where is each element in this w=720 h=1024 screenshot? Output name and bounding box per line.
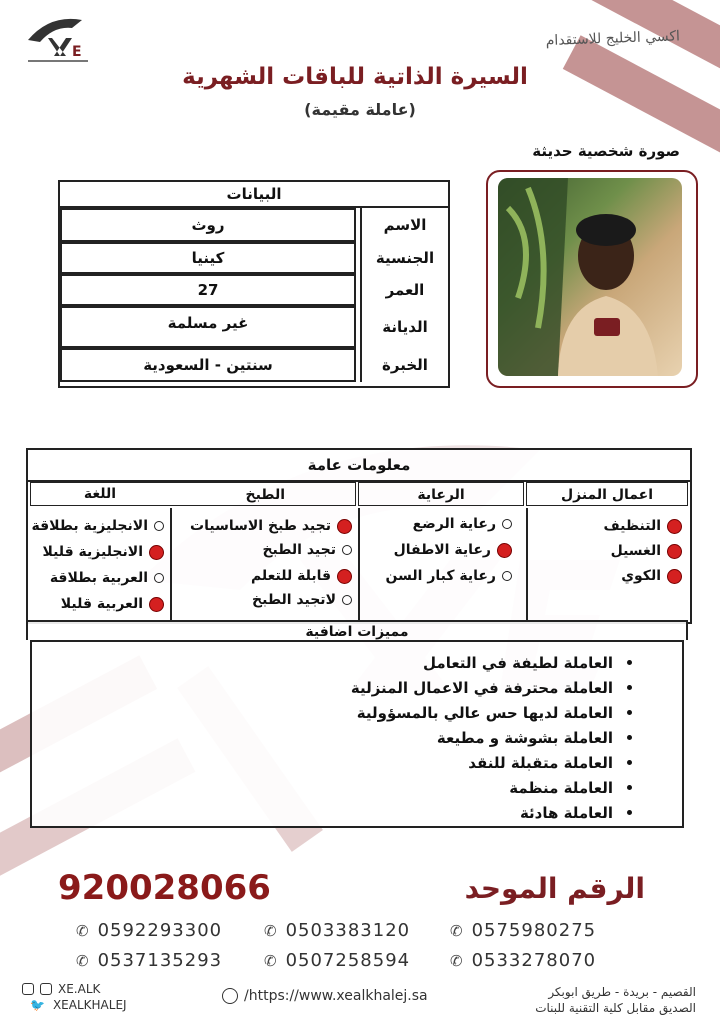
phone-icon: ✆: [76, 951, 90, 970]
check-empty-icon: [154, 521, 164, 531]
phone-number[interactable]: ✆ 0575980275: [450, 920, 597, 941]
item-english-little: الانجليزية قليلا: [42, 544, 164, 560]
features-heading: مميزات اضافية: [26, 620, 688, 640]
address-line-2: الصديق مقابل كلية التقنية للبنات: [535, 1001, 696, 1015]
col-head-care: الرعاية: [358, 482, 524, 506]
check-filled-icon: [337, 519, 352, 534]
list-item: العاملة بشوشة و مطيعة: [351, 725, 632, 750]
globe-icon: [222, 988, 238, 1004]
snapchat-icon: [40, 983, 52, 995]
item-infant-care: رعاية الرضع: [413, 516, 512, 532]
col-head-cooking: الطبخ: [30, 482, 356, 506]
bio-value-nationality: كينيا: [60, 242, 356, 274]
list-item: العاملة محترفة في الاعمال المنزلية: [351, 675, 632, 700]
svg-text:E: E: [72, 44, 82, 60]
item-cook-good: تجيد الطبخ: [262, 542, 352, 558]
item-ironing: الكوي: [621, 568, 682, 584]
col-housework: [526, 508, 688, 620]
features-list: [351, 650, 632, 825]
unified-number-label: الرقم الموحد: [464, 872, 645, 905]
bio-label-religion: الديانة: [360, 306, 448, 348]
check-filled-icon: [667, 519, 682, 534]
col-care: [358, 508, 526, 620]
item-arabic-fluent: العربية بطلاقة: [50, 570, 164, 586]
person-illustration: [498, 178, 682, 376]
check-empty-icon: [502, 571, 512, 581]
list-item: العاملة منظمة: [351, 775, 632, 800]
features-box: [30, 640, 684, 828]
bio-value-religion: غير مسلمة: [60, 306, 356, 348]
page-title: السيرة الذاتية للباقات الشهرية: [182, 64, 528, 90]
social-handle-twitter[interactable]: 🐦 XEALKHALEJ: [30, 998, 127, 1012]
check-filled-icon: [149, 597, 164, 612]
item-cook-basics: تجيد طبخ الاساسيات: [190, 518, 352, 534]
phone-number[interactable]: ✆ 0592293300: [76, 920, 223, 941]
col-head-housework: اعمال المنزل: [526, 482, 688, 506]
item-cook-none: لاتجيد الطبخ: [252, 592, 352, 608]
phone-number[interactable]: ✆ 0507258594: [264, 950, 411, 971]
address: [470, 984, 696, 1016]
twitter-icon: 🐦: [30, 998, 45, 1012]
bio-heading: البيانات: [60, 182, 448, 208]
bio-table: [58, 180, 450, 388]
instagram-icon: [22, 983, 34, 995]
item-english-fluent: الانجليزية بطلاقة: [31, 518, 164, 534]
check-filled-icon: [497, 543, 512, 558]
company-name: اكسي الخليج للاستقدام: [545, 28, 681, 50]
bio-label-name: الاسم: [360, 208, 448, 242]
item-cook-learn: قابلة للتعلم: [251, 568, 352, 584]
bio-value-name: روث: [60, 208, 356, 242]
check-filled-icon: [337, 569, 352, 584]
phone-number[interactable]: ✆ 0533278070: [450, 950, 597, 971]
website-link[interactable]: /https://www.xealkhalej.sa: [222, 988, 428, 1004]
list-item: العاملة هادئة: [351, 800, 632, 825]
bio-label-age: العمر: [360, 274, 448, 306]
item-elderly-care: رعاية كبار السن: [386, 568, 512, 584]
list-item: العاملة متقبلة للنقد: [351, 750, 632, 775]
bio-value-experience: سنتين - السعودية: [60, 348, 356, 382]
check-empty-icon: [154, 573, 164, 583]
phone-icon: ✆: [450, 921, 464, 940]
social-handle-instagram[interactable]: XE.ALK: [22, 982, 100, 996]
list-item: العاملة لديها حس عالي بالمسؤولية: [351, 700, 632, 725]
bio-label-experience: الخبرة: [360, 348, 448, 382]
phone-number[interactable]: ✆ 0537135293: [76, 950, 223, 971]
bio-label-nationality: الجنسية: [360, 242, 448, 274]
unified-number[interactable]: 920028066: [58, 868, 271, 908]
item-child-care: رعاية الاطفال: [394, 542, 512, 558]
bio-value-age: 27: [60, 274, 356, 306]
item-washing: الغسيل: [611, 543, 682, 559]
general-heading: معلومات عامة: [28, 450, 690, 482]
profile-photo: [498, 178, 682, 376]
general-info-box: [26, 448, 692, 624]
address-line-1: القصيم - بريدة - طريق ابوبكر: [548, 985, 696, 999]
photo-label: صورة شخصية حديثة: [532, 142, 680, 160]
item-cleaning: التنظيف: [603, 518, 682, 534]
company-logo: [22, 10, 102, 65]
col-language: [28, 508, 170, 620]
check-filled-icon: [667, 544, 682, 559]
phone-icon: ✆: [264, 951, 278, 970]
phone-icon: ✆: [450, 951, 464, 970]
phone-number[interactable]: ✆ 0503383120: [264, 920, 411, 941]
list-item: العاملة لطيفة في التعامل: [351, 650, 632, 675]
col-cooking: [170, 508, 358, 620]
phone-icon: ✆: [76, 921, 90, 940]
check-empty-icon: [502, 519, 512, 529]
col-head-language: اللغة: [83, 486, 117, 502]
check-filled-icon: [667, 569, 682, 584]
page-subtitle: (عاملة مقيمة): [304, 100, 416, 119]
check-empty-icon: [342, 545, 352, 555]
check-empty-icon: [342, 595, 352, 605]
item-arabic-little: العربية قليلا: [61, 596, 164, 612]
check-filled-icon: [149, 545, 164, 560]
phone-icon: ✆: [264, 921, 278, 940]
